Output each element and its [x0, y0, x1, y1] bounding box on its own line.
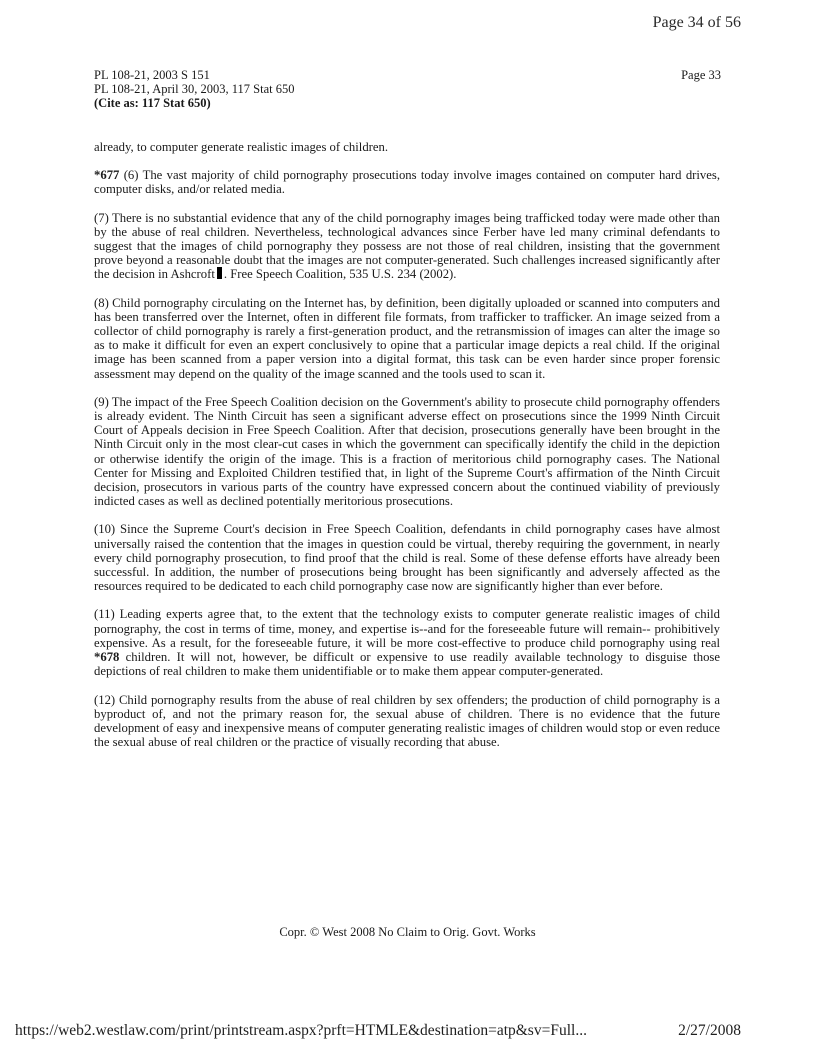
paragraph: *677 (6) The vast majority of child pornography prosecutions today involve images contained on computer hard drives, computer disks, and/or related media. — [94, 168, 720, 197]
star-page-marker: *678 — [94, 650, 120, 665]
page-count: Page 34 of 56 — [652, 14, 741, 31]
print-url: https://web2.westlaw.com/print/printstream.aspx?prft=HTMLE&destination=atp&sv=Full... — [15, 1022, 587, 1039]
paragraph: (8) Child pornography circulating on the Internet has, by definition, been digitally uploaded or scanned into computers and has been transferred over the Internet, often in different file formats, from trafficker to trafficker. An image seized from a collector of child pornography is rarely a first-generation product, and the retransmission of images can alter the image so as to make it difficult for even an expert conclusively to opine that a particular image depicts a real child. If the original image has been scanned from a paper version into a digital format, this task can be even harder since proper forensic assessment may depend on the quality of the image scanned and the tools used to scan it. — [94, 295, 720, 381]
cite-as: (Cite as: 117 Stat 650) — [94, 96, 211, 110]
citation-line-2: PL 108-21, April 30, 2003, 117 Stat 650 — [94, 82, 295, 96]
redaction-mark — [217, 267, 222, 279]
paragraph: (12) Child pornography results from the abuse of real children by sex offenders; the production of child pornography is a byproduct of, and not the primary reason for, the sexual abuse of children. There is no evidence that the future development of easy and inexpensive means of computer generating realistic images of children would stop or even reduce the sexual abuse of real children or the practice of visually recording that abuse. — [94, 692, 720, 750]
star-page-marker: *677 — [94, 168, 120, 183]
citation-block — [94, 68, 294, 110]
document-body — [94, 140, 720, 763]
paragraph: (10) Since the Supreme Court's decision in Free Speech Coalition, defendants in child pornography cases have almost universally raised the contention that the images in question could be virtual, thereby requiring the government, in nearly every child pornography prosecution, to find proof that the child is real. Some of these defense efforts have already been successful. In addition, the number of prosecutions being brought has been significantly and adversely affected as the resources required to be dedicated to each child pornography case now are significantly higher than ever before. — [94, 522, 720, 594]
paragraph: (11) Leading experts agree that, to the extent that the technology exists to computer generate realistic images of child pornography, the cost in terms of time, money, and expertise is--and for the foreseeable future will remain-- prohibitively expensive. As a result, for the foreseeable future, it will be more cost-effective to produce child pornography using real *678 children. It will not, however, be difficult or expensive to use readily available technology to disguise those depictions of real children to make them unidentifiable or to make them appear computer-generated. — [94, 607, 720, 679]
print-date: 2/27/2008 — [678, 1022, 741, 1039]
paragraph: already, to computer generate realistic images of children. — [94, 140, 389, 154]
paragraph: (9) The impact of the Free Speech Coalition decision on the Government's ability to prosecute child pornography offenders is already evident. The Ninth Circuit has seen a significant adverse effect on prosecutions since the 1999 Ninth Circuit Court of Appeals decision in Free Speech Coalition. After that decision, prosecutions generally have been brought in the Ninth Circuit only in the most clear-cut cases in which the government can specifically identify the child in the depiction or otherwise identify the origin of the image. This is a fraction of meritorious child pornography cases. The National Center for Missing and Exploited Children testified that, in light of the Supreme Court's affirmation of the Ninth Circuit decision, prosecutors in various parts of the country have expressed concern about the continued viability of previously indicted cases as well as declined potentially meritorious prosecutions. — [94, 394, 720, 509]
page-number: Page 33 — [681, 68, 721, 82]
copyright-notice: Copr. © West 2008 No Claim to Orig. Govt. Works — [279, 925, 536, 939]
citation-line-1: PL 108-21, 2003 S 151 — [94, 68, 210, 82]
paragraph: (7) There is no substantial evidence that any of the child pornography images being trafficked today were made other than by the abuse of real children. Nevertheless, technological advances since Ferber have led many criminal defendants to suggest that the images of child pornography they possess are not those of real children, insisting that the government prove beyond a reasonable doubt that the images are not computer-generated. Such challenges increased significantly after the decision in Ashcroft . Free Speech Coalition, 535 U.S. 234 (2002). — [94, 210, 720, 282]
